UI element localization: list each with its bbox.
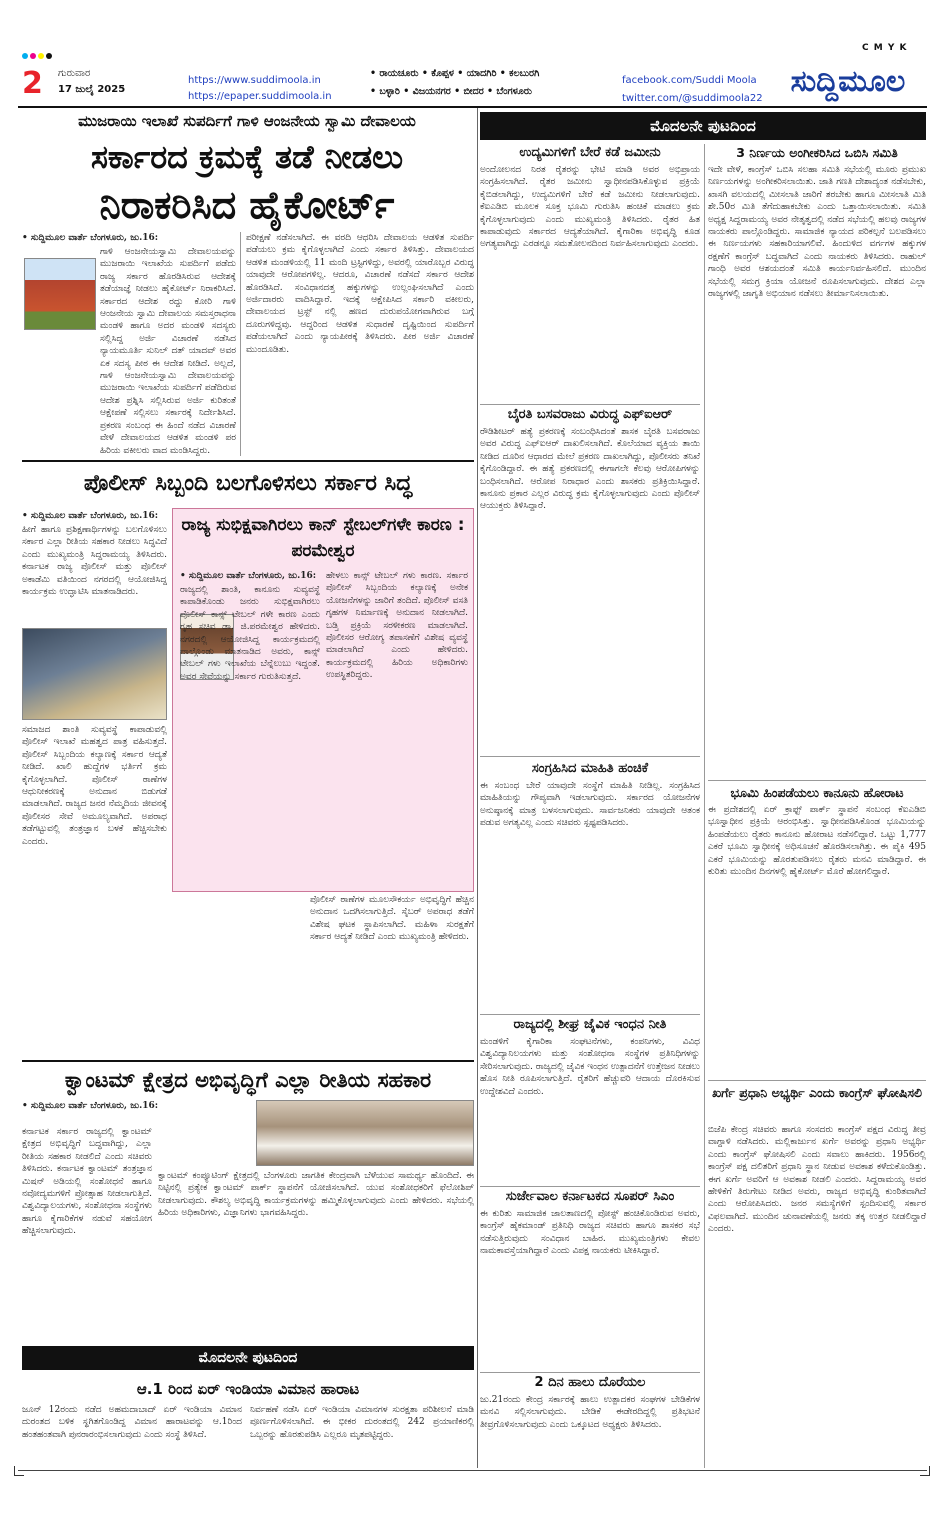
story1-col1: ಗಾಳಿ ಆಂಜನೇಯಸ್ವಾಮಿ ದೇವಾಲಯವನ್ನು ಮುಜರಾಯಿ ಇಲಾಖೆಯ ಸುಪರ್ದಿಗೆ ಪಡೆದು ರಾಜ್ಯ ಸರ್ಕಾರ ಹೊರಡಿಸಿರುವ ಆದೇಶಕ್ಕೆ ತಡೆಯಾಜ್ಞೆ ನೀಡಲು ಹೈಕೋರ್ಟ್ ನಿರಾಕರಿಸಿದೆ. ಸರ್ಕಾರದ ಆದೇಶ ರದ್ದು ಕೋರಿ ಗಾಳಿ ಆಂಜನೇಯ ಸ್ವಾಮಿ ದೇವಾಲಯ ಸಮಸ್ತರಾಧನಾ ಮಂಡಳಿ ಹಾಗೂ ಅದರ ಮಂಡಳಿ ಸದಸ್ಯರು ಸಲ್ಲಿಸಿದ್ದ ಅರ್ಜಿ ವಿಚಾರಣೆ ನಡೆಸಿದ ನ್ಯಾಯಮೂರ್ತಿ ಸುನಿಲ್ ದತ್ ಯಾದವ್ ಅವರ ಏಕ ಸದಸ್ಯ ಪೀಠ ಈ ಆದೇಶ ನೀಡಿದೆ. ಅಲ್ಲದೆ, ಗಾಳಿ ಆಂಜನೇಯಸ್ವಾಮಿ ದೇವಾಲಯವನ್ನು ಮುಜರಾಯಿ ಇಲಾಖೆಯ ಸುಪರ್ದಿಗೆ ಪಡೆದಿರುವ ಆದೇಶ ಪ್ರಶ್ನಿಸಿ ಸಲ್ಲಿಸಿರುವ ಅರ್ಜಿ ಕುರಿತಂತೆ ಆಕ್ಷೇಪಣೆ ಸಲ್ಲಿಸಲು ಸರ್ಕಾರಕ್ಕೆ ನಿರ್ದೇಶಿಸಿದೆ. ಪ್ರಕರಣ ಸಂಬಂಧ ಈ ಹಿಂದೆ ನಡೆದ ವಿಚಾರಣೆ ವೇಳೆ ದೇವಾಲಯದ ಆಡಳಿತ ಮಂಡಳಿ ಪರ ಹಿರಿಯ ವಕೀಲರು ವಾದ ಮಂಡಿಸಿದ್ದರು. bbox=[100, 247, 236, 456]
right-c1-text: ಇದೇ ವೇಳೆ, ಕಾಂಗ್ರೆಸ್ ಒಬಿಸಿ ಸಲಹಾ ಸಮಿತಿ ಸಭೆಯಲ್ಲಿ ಮೂರು ಪ್ರಮುಖ ನಿರ್ಣಯಗಳನ್ನು ಅಂಗೀಕರಿಸಲಾಯಿತು. ಜಾತಿ ಗಣತಿ ದೇಶಾದ್ಯಂತ ನಡೆಸಬೇಕು, ಖಾಸಗಿ ವಲಯದಲ್ಲಿ ಮೀಸಲಾತಿ ಜಾರಿಗೆ ತರಬೇಕು ಹಾಗೂ ಮೀಸಲಾತಿ ಮಿತಿ ಶೇ.50ರ ಮಿತಿ ತೆಗೆದುಹಾಕಬೇಕು ಎಂದು ಒತ್ತಾಯಿಸಲಾಯಿತು. ಸಮಿತಿ ಅಧ್ಯಕ್ಷ ಸಿದ್ದರಾಮಯ್ಯ ಅವರ ನೇತೃತ್ವದಲ್ಲಿ ನಡೆದ ಸಭೆಯಲ್ಲಿ ಹಲವು ರಾಜ್ಯಗಳ ನಾಯಕರು ಪಾಲ್ಗೊಂಡಿದ್ದರು. ಸಾಮಾಜಿಕ ನ್ಯಾಯದ ಪರಿಕಲ್ಪನೆ ಬಲಪಡಿಸಲು ಈ ನಿರ್ಣಯಗಳು ಸಹಕಾರಿಯಾಗಲಿವೆ. ಹಿಂದುಳಿದ ವರ್ಗಗಳ ಹಕ್ಕುಗಳ ರಕ್ಷಣೆಗೆ ಕಾಂಗ್ರೆಸ್ ಬದ್ಧವಾಗಿದೆ ಎಂದು ನಾಯಕರು ತಿಳಿಸಿದರು. ರಾಹುಲ್ ಗಾಂಧಿ ಅವರ ಆಶಯದಂತೆ ಸಮಿತಿ ಕಾರ್ಯನಿರ್ವಹಿಸಲಿದೆ. ಮುಂದಿನ ಸಭೆಯಲ್ಲಿ ಸಮಗ್ರ ಕ್ರಿಯಾ ಯೋಜನೆ ರೂಪಿಸಲಾಗುವುದು. ದೇಶದ ಎಲ್ಲಾ ರಾಜ್ಯಗಳಲ್ಲಿ ಜಾಗೃತಿ ಅಭಿಯಾನ ನಡೆಸಲು ತೀರ್ಮಾನಿಸಲಾಯಿತು. bbox=[708, 165, 926, 300]
right-s2-text: ರೌಡಿಶೀಟರ್ ಹತ್ಯೆ ಪ್ರಕರಣಕ್ಕೆ ಸಂಬಂಧಿಸಿದಂತೆ ಶಾಸಕ ಬೈರತಿ ಬಸವರಾಜು ಅವರ ವಿರುದ್ಧ ಎಫ್ಐಆರ್ ದಾಖಲಿಸಲಾಗಿದೆ. ಕೊಲೆಯಾದ ವ್ಯಕ್ತಿಯ ತಾಯಿ ನೀಡಿದ ದೂರಿನ ಆಧಾರದ ಮೇಲೆ ಪ್ರಕರಣ ದಾಖಲಾಗಿದ್ದು, ಪೊಲೀಸರು ತನಿಖೆ ಕೈಗೊಂಡಿದ್ದಾರೆ. ಈ ಹತ್ಯೆ ಪ್ರಕರಣದಲ್ಲಿ ಈಗಾಗಲೇ ಕೆಲವು ಆರೋಪಿಗಳನ್ನು ಬಂಧಿಸಲಾಗಿದೆ. ಆರೋಪ ನಿರಾಧಾರ ಎಂದು ಶಾಸಕರು ಪ್ರತಿಕ್ರಿಯಿಸಿದ್ದಾರೆ. ಕಾನೂನು ಪ್ರಕಾರ ಎಲ್ಲರ ವಿರುದ್ಧ ಕ್ರಮ ಕೈಗೊಳ್ಳಲಾಗುವುದು ಎಂದು ಪೊಲೀಸ್ ಆಯುಕ್ತರು ತಿಳಿಸಿದ್ದಾರೆ. bbox=[480, 427, 700, 512]
continued-banner-top: ಮೊದಲನೇ ಪುಟದಿಂದ bbox=[480, 112, 926, 140]
website-text: https://www.suddimoola.in bbox=[188, 75, 321, 86]
facebook-text: facebook.com/Suddi Moola bbox=[622, 75, 757, 86]
story2-col1b: ಸಮಾಜದ ಶಾಂತಿ ಸುವ್ಯವಸ್ಥೆ ಕಾಪಾಡುವಲ್ಲಿ ಪೊಲೀಸ್ ಇಲಾಖೆ ಮಹತ್ವದ ಪಾತ್ರ ವಹಿಸುತ್ತದೆ. ಪೊಲೀಸ್ ಸಿಬ್ಬಂದಿಯ ಕಲ್ಯಾಣಕ್ಕೆ ಸರ್ಕಾರ ಆದ್ಯತೆ ನೀಡಿದೆ. ಖಾಲಿ ಹುದ್ದೆಗಳ ಭರ್ತಿಗೆ ಕ್ರಮ ಕೈಗೊಳ್ಳಲಾಗಿದೆ. ಪೊಲೀಸ್ ಠಾಣೆಗಳ ಆಧುನೀಕರಣಕ್ಕೆ ಅನುದಾನ ಬಿಡುಗಡೆ ಮಾಡಲಾಗಿದೆ. ರಾಜ್ಯದ ಜನರ ನೆಮ್ಮದಿಯ ಜೀವನಕ್ಕೆ ಪೊಲೀಸರ ಸೇವೆ ಅಮೂಲ್ಯವಾಗಿದೆ. ಅಪರಾಧ ತಡೆಗಟ್ಟುವಲ್ಲಿ ತಂತ್ರಜ್ಞಾನ ಬಳಕೆ ಹೆಚ್ಚಿಸಬೇಕು ಎಂದರು. bbox=[22, 725, 167, 847]
right-s6-title: 2 ದಿನ ಹಾಲು ದೊರೆಯಲ bbox=[534, 1375, 646, 1390]
boxed-byline: • ಸುದ್ದಿಮೂಲ ವಾರ್ತೆ ಬೆಂಗಳೂರು, ಜು.16: bbox=[180, 571, 317, 581]
boxed-col2: ಹೇಳಲು ಕಾನ್ಸ್ ಟೇಬಲ್ ಗಳು ಕಾರಣ. ಸರ್ಕಾರ ಪೊಲೀಸ್ ಸಿಬ್ಬಂದಿಯ ಕಲ್ಯಾಣಕ್ಕೆ ಅನೇಕ ಯೋಜನೆಗಳನ್ನು ಜಾರಿಗೆ ತಂದಿದೆ. ಪೊಲೀಸ್ ವಸತಿ ಗೃಹಗಳ ನಿರ್ಮಾಣಕ್ಕೆ ಅನುದಾನ ನೀಡಲಾಗಿದೆ. ಬಡ್ತಿ ಪ್ರಕ್ರಿಯೆ ಸರಳೀಕರಣ ಮಾಡಲಾಗಿದೆ. ಪೊಲೀಸರ ಆರೋಗ್ಯ ತಪಾಸಣೆಗೆ ವಿಶೇಷ ವ್ಯವಸ್ಥೆ ಮಾಡಲಾಗಿದೆ ಎಂದು ಹೇಳಿದರು. ಕಾರ್ಯಕ್ರಮದಲ್ಲಿ ಹಿರಿಯ ಅಧಿಕಾರಿಗಳು ಉಪಸ್ಥಿತರಿದ್ದರು. bbox=[326, 571, 468, 681]
cities-line-1: • ರಾಯಚೂರು • ಕೊಪ್ಪಳ • ಯಾದಗಿರಿ • ಕಲಬುರಗಿ bbox=[370, 68, 540, 79]
story3-col1: ಕರ್ನಾಟಕ ಸರ್ಕಾರ ರಾಜ್ಯದಲ್ಲಿ ಕ್ವಾಂಟಮ್ ಕ್ಷೇತ್ರದ ಅಭಿವೃದ್ಧಿಗೆ ಬದ್ಧವಾಗಿದ್ದು, ಎಲ್ಲಾ ರೀತಿಯ ಸಹಕಾರ ನೀಡಲಿದೆ ಎಂದು ಸಚಿವರು ತಿಳಿಸಿದರು. ಕರ್ನಾಟಕ ಕ್ವಾಂಟಮ್ ತಂತ್ರಜ್ಞಾನ ಮಿಷನ್ ಅಡಿಯಲ್ಲಿ ಸಂಶೋಧನೆ ಹಾಗೂ ನವೋದ್ಯಮಗಳಿಗೆ ಪ್ರೋತ್ಸಾಹ ನೀಡಲಾಗುತ್ತಿದೆ. ವಿಶ್ವವಿದ್ಯಾಲಯಗಳು, ಸಂಶೋಧನಾ ಸಂಸ್ಥೆಗಳು ಹಾಗೂ ಕೈಗಾರಿಕೆಗಳ ನಡುವೆ ಸಹಯೋಗ ಹೆಚ್ಚಿಸಲಾಗುವುದು. bbox=[22, 1127, 152, 1237]
story4-headline: ಆ.1 ರಿಂದ ಏರ್ ಇಂಡಿಯಾ ವಿಮಾನ ಹಾರಾಟ bbox=[136, 1380, 360, 1398]
divider bbox=[22, 460, 474, 462]
divider bbox=[477, 108, 478, 1468]
divider bbox=[480, 756, 700, 757]
police-event-photo bbox=[22, 628, 167, 720]
right-c2-title: ಭೂಮಿ ಹಿಂಪಡೆಯಲು ಕಾನೂನು ಹೋರಾಟ bbox=[730, 785, 904, 800]
story3-col2: ಕ್ವಾಂಟಮ್ ಕಂಪ್ಯೂಟಿಂಗ್ ಕ್ಷೇತ್ರದಲ್ಲಿ ಬೆಂಗಳೂರು ಜಾಗತಿಕ ಕೇಂದ್ರವಾಗಿ ಬೆಳೆಯುವ ಸಾಮರ್ಥ್ಯ ಹೊಂದಿದೆ. ಈ ನಿಟ್ಟಿನಲ್ಲಿ ಪ್ರತ್ಯೇಕ ಕ್ವಾಂಟಮ್ ಪಾರ್ಕ್ ಸ್ಥಾಪನೆಗೆ ಯೋಜಿಸಲಾಗಿದೆ. ಯುವ ಸಂಶೋಧಕರಿಗೆ ಫೆಲೋಶಿಪ್ ನೀಡಲಾಗುವುದು. ಕೌಶಲ್ಯ ಅಭಿವೃದ್ಧಿ ಕಾರ್ಯಕ್ರಮಗಳನ್ನು ಹಮ್ಮಿಕೊಳ್ಳಲಾಗುವುದು ಎಂದು ಹೇಳಿದರು. ಸಭೆಯಲ್ಲಿ ಹಿರಿಯ ಅಧಿಕಾರಿಗಳು, ವಿಜ್ಞಾನಿಗಳು ಭಾಗವಹಿಸಿದ್ದರು. bbox=[158, 1171, 474, 1219]
footer-rule bbox=[18, 1470, 927, 1471]
boxed-headline: ರಾಜ್ಯ ಸುಭಿಕ್ಷವಾಗಿರಲು ಕಾನ್ ಸ್ಟೇಬಲ್‌ಗಳೇ ಕಾರಣ : ಪರಮೇಶ್ವರ bbox=[181, 515, 465, 561]
right-c3-text: ಬಿಜೆಪಿ ಕೇಂದ್ರ ಸಚಿವರು ಹಾಗೂ ಸಂಸದರು ಕಾಂಗ್ರೆಸ್ ಪಕ್ಷದ ವಿರುದ್ಧ ತೀವ್ರ ವಾಗ್ದಾಳಿ ನಡೆಸಿದರು. ಮಲ್ಲಿಕಾರ್ಜುನ ಖರ್ಗೆ ಅವರನ್ನು ಪ್ರಧಾನಿ ಅಭ್ಯರ್ಥಿ ಎಂದು ಕಾಂಗ್ರೆಸ್ ಘೋಷಿಸಲಿ ಎಂದು ಸವಾಲು ಹಾಕಿದರು. 1956ರಲ್ಲಿ ಕಾಂಗ್ರೆಸ್ ಪಕ್ಷ ದಲಿತರಿಗೆ ಪ್ರಧಾನಿ ಸ್ಥಾನ ನೀಡುವ ಅವಕಾಶ ಕಳೆದುಕೊಂಡಿತ್ತು. ಈಗ ಖರ್ಗೆ ಅವರಿಗೆ ಆ ಅವಕಾಶ ನೀಡಲಿ ಎಂದರು. ಸಿದ್ದರಾಮಯ್ಯ ಅವರ ಹೇಳಿಕೆಗೆ ತಿರುಗೇಟು ನೀಡಿದ ಅವರು, ರಾಜ್ಯದ ಅಭಿವೃದ್ಧಿ ಕುಂಠಿತವಾಗಿದೆ ಎಂದು ಆರೋಪಿಸಿದರು. ಜನರ ಸಮಸ್ಯೆಗಳಿಗೆ ಸ್ಪಂದಿಸುವಲ್ಲಿ ಸರ್ಕಾರ ವಿಫಲವಾಗಿದೆ. ಮುಂದಿನ ಚುನಾವಣೆಯಲ್ಲಿ ಜನರು ತಕ್ಕ ಉತ್ತರ ನೀಡಲಿದ್ದಾರೆ ಎಂದರು. bbox=[708, 1125, 926, 1235]
cities-line-2: • ಬಳ್ಳಾರಿ • ವಿಜಯನಗರ • ಬೀದರ • ಬೆಂಗಳೂರು bbox=[370, 86, 532, 97]
issue-date: 17 ಜುಲೈ 2025 bbox=[58, 84, 126, 95]
quantum-meeting-photo bbox=[256, 1100, 474, 1166]
right-c1-title: 3 ನಿರ್ಣಯ ಅಂಗೀಕರಿಸಿದ ಒಬಿಸಿ ಸಮಿತಿ bbox=[736, 145, 898, 160]
story1-kicker: ಮುಜರಾಯಿ ಇಲಾಖೆ ಸುಪರ್ದಿಗೆ ಗಾಳಿ ಆಂಜನೇಯ ಸ್ವಾಮಿ ದೇವಾಲಯ bbox=[78, 112, 416, 130]
black-dot bbox=[46, 53, 52, 59]
story3-byline: • ಸುದ್ದಿಮೂಲ ವಾರ್ತೆ ಬೆಂಗಳೂರು, ಜು.16: bbox=[22, 1101, 159, 1111]
right-s1-text: ಅಂದೋಲನದ ನಿರತ ರೈತರನ್ನು ಭೇಟಿ ಮಾಡಿ ಅವರ ಅಭಿಪ್ರಾಯ ಸಂಗ್ರಹಿಸಲಾಗಿದೆ. ರೈತರ ಜಮೀನು ಸ್ವಾಧೀನಪಡಿಸಿಕೊಳ್ಳುವ ಪ್ರಕ್ರಿಯೆ ಕೈಬಿಡಲಾಗಿದ್ದು, ಉದ್ಯಮಿಗಳಿಗೆ ಬೇರೆ ಕಡೆ ಜಮೀನು ನೀಡಲಾಗುವುದು. ಕೆಐಎಡಿಬಿ ಮೂಲಕ ಸೂಕ್ತ ಭೂಮಿ ಗುರುತಿಸಿ ಹಂಚಿಕೆ ಮಾಡಲು ಕ್ರಮ ಕೈಗೊಳ್ಳಲಾಗುವುದು ಎಂದು ಮುಖ್ಯಮಂತ್ರಿ ತಿಳಿಸಿದರು. ರೈತರ ಹಿತ ಕಾಪಾಡುವುದು ಸರ್ಕಾರದ ಆದ್ಯತೆಯಾಗಿದೆ. ಕೈಗಾರಿಕಾ ಅಭಿವೃದ್ಧಿ ಕೂಡ ಅಗತ್ಯವಾಗಿದ್ದು ಎರಡನ್ನೂ ಸಮತೋಲನದಿಂದ ನಿರ್ವಹಿಸಲಾಗುವುದು ಎಂದರು. bbox=[480, 165, 700, 250]
header-rule bbox=[18, 106, 927, 108]
magenta-dot bbox=[30, 53, 36, 59]
divider bbox=[240, 232, 241, 456]
cyan-dot bbox=[22, 53, 28, 59]
right-s1-title: ಉದ್ಯಮಿಗಳಿಗೆ ಬೇರೆ ಕಡೆ ಜಮೀನು bbox=[519, 145, 661, 160]
right-s4-text: ಮಂಡಳಿಗೆ ಕೈಗಾರಿಕಾ ಸಂಘಟನೆಗಳು, ಕಂಪನಿಗಳು, ವಿವಿಧ ವಿಶ್ವವಿದ್ಯಾನಿಲಯಗಳು ಮತ್ತು ಸಂಶೋಧನಾ ಸಂಸ್ಥೆಗಳ ಪ್ರತಿನಿಧಿಗಳನ್ನು ಸೇರಿಸಲಾಗುವುದು. ರಾಜ್ಯದಲ್ಲಿ ಜೈವಿಕ ಇಂಧನ ಉತ್ಪಾದನೆಗೆ ಉತ್ತೇಜನ ನೀಡಲು ಹೊಸ ನೀತಿ ರೂಪಿಸಲಾಗುತ್ತಿದೆ. ರೈತರಿಗೆ ಹೆಚ್ಚುವರಿ ಆದಾಯ ದೊರಕಿಸುವ ಉದ್ದೇಶವಿದೆ ಎಂದರು. bbox=[480, 1037, 700, 1097]
boxed-col1: ರಾಜ್ಯದಲ್ಲಿ ಶಾಂತಿ, ಕಾನೂನು ಸುವ್ಯವಸ್ಥೆ ಕಾಪಾಡಿಕೊಂಡು ಜನರು ಸುಭಿಕ್ಷವಾಗಿರಲು ಪೊಲೀಸ್ ಕಾನ್ಸ್ ಟೇಬಲ್ ಗಳೇ ಕಾರಣ ಎಂದು ಗೃಹ ಸಚಿವ ಡಾ. ಜಿ.ಪರಮೇಶ್ವರ ಹೇಳಿದರು. ನಗರದಲ್ಲಿ ಆಯೋಜಿಸಿದ್ದ ಕಾರ್ಯಕ್ರಮದಲ್ಲಿ ಪಾಲ್ಗೊಂಡು ಮಾತನಾಡಿದ ಅವರು, ಕಾನ್ಸ್ ಟೇಬಲ್ ಗಳು ಇಲಾಖೆಯ ಬೆನ್ನೆಲುಬು ಇದ್ದಂತೆ. ಅವರ ಸೇವೆಯನ್ನು ಸರ್ಕಾರ ಗುರುತಿಸುತ್ತದೆ. bbox=[180, 585, 320, 682]
divider bbox=[708, 1080, 926, 1081]
story1-headline-1: ಸರ್ಕಾರದ ಕ್ರಮಕ್ಕೆ ತಡೆ ನೀಡಲು bbox=[90, 138, 404, 176]
right-s5-text: ಈ ಕುರಿತು ಸಾಮಾಜಿಕ ಜಾಲತಾಣದಲ್ಲಿ ಪೋಸ್ಟ್ ಹಂಚಿಕೊಂಡಿರುವ ಅವರು, ಕಾಂಗ್ರೆಸ್ ಹೈಕಮಾಂಡ್ ಪ್ರತಿನಿಧಿ ರಾಜ್ಯದ ಸಚಿವರು ಹಾಗೂ ಶಾಸಕರ ಸಭೆ ನಡೆಸುತ್ತಿರುವುದು ಸಂವಿಧಾನ ಬಾಹಿರ. ಮುಖ್ಯಮಂತ್ರಿಗಳು ಕೇವಲ ನಾಮಕಾವಸ್ತೆಯಾಗಿದ್ದಾರೆ ಎಂದು ವಿಪಕ್ಷ ನಾಯಕರು ಟೀಕಿಸಿದ್ದಾರೆ. bbox=[480, 1209, 700, 1257]
story2-byline: • ಸುದ್ದಿಮೂಲ ವಾರ್ತೆ ಬೆಂಗಳೂರು, ಜು.16: bbox=[22, 511, 159, 521]
right-s6-text: ಜು.21ರಂದು ಕೇಂದ್ರ ಸರ್ಕಾರಕ್ಕೆ ಹಾಲು ಉತ್ಪಾದಕರ ಸಂಘಗಳ ಬೇಡಿಕೆಗಳ ಮನವಿ ಸಲ್ಲಿಸಲಾಗುವುದು. ಬೇಡಿಕೆ ಈಡೇರದಿದ್ದಲ್ಲಿ ಪ್ರತಿಭಟನೆ ತೀವ್ರಗೊಳಿಸಲಾಗುವುದು ಎಂದು ಒಕ್ಕೂಟದ ಅಧ್ಯಕ್ಷರು ತಿಳಿಸಿದರು. bbox=[480, 1395, 700, 1430]
yellow-dot bbox=[38, 53, 44, 59]
story2-col3: ಪೊಲೀಸ್ ಠಾಣೆಗಳ ಮೂಲಸೌಕರ್ಯ ಅಭಿವೃದ್ಧಿಗೆ ಹೆಚ್ಚಿನ ಅನುದಾನ ಒದಗಿಸಲಾಗುತ್ತಿದೆ. ಸೈಬರ್ ಅಪರಾಧ ತಡೆಗೆ ವಿಶೇಷ ಘಟಕ ಸ್ಥಾಪಿಸಲಾಗಿದೆ. ಮಹಿಳಾ ಸುರಕ್ಷತೆಗೆ ಸರ್ಕಾರ ಆದ್ಯತೆ ನೀಡಿದೆ ಎಂದು ಮುಖ್ಯಮಂತ್ರಿ ಹೇಳಿದರು. bbox=[310, 895, 474, 943]
crop-mark-right bbox=[920, 1466, 930, 1476]
cmyk-label: C M Y K bbox=[862, 43, 908, 53]
twitter-text: twitter.com/@suddimoola22 bbox=[622, 93, 763, 104]
continued-banner-bottom: ಮೊದಲನೇ ಪುಟದಿಂದ bbox=[22, 1346, 474, 1370]
crop-mark-left bbox=[14, 1466, 24, 1476]
epaper-link[interactable] bbox=[188, 84, 332, 103]
right-s5-title: ಸುರ್ಜೇವಾಲ ಕರ್ನಾಟಕದ ಸೂಪರ್ ಸಿಎಂ bbox=[505, 1189, 675, 1204]
masthead-logo: ಸುದ್ದಿಮೂಲ bbox=[790, 64, 906, 99]
highcourt-photo bbox=[24, 258, 96, 330]
epaper-text: https://epaper.suddimoola.in bbox=[188, 91, 332, 102]
story1-headline-2: ನಿರಾಕರಿಸಿದ ಹೈಕೋರ್ಟ್ bbox=[99, 183, 395, 227]
facebook-link[interactable] bbox=[622, 68, 757, 87]
divider bbox=[480, 404, 700, 405]
twitter-link[interactable] bbox=[622, 86, 763, 105]
right-s3-text: ಈ ಸಂಬಂಧ ಬೇರೆ ಯಾವುದೇ ಸಂಸ್ಥೆಗೆ ಮಾಹಿತಿ ನೀಡಿಲ್ಲ. ಸಂಗ್ರಹಿಸಿದ ಮಾಹಿತಿಯನ್ನು ಗೌಪ್ಯವಾಗಿ ಇಡಲಾಗುವುದು. ಸರ್ಕಾರದ ಯೋಜನೆಗಳ ಅನುಷ್ಠಾನಕ್ಕೆ ಮಾತ್ರ ಬಳಸಲಾಗುವುದು. ಸಾರ್ವಜನಿಕರು ಯಾವುದೇ ಆತಂಕ ಪಡುವ ಅಗತ್ಯವಿಲ್ಲ ಎಂದು ಸಚಿವರು ಸ್ಪಷ್ಟಪಡಿಸಿದರು. bbox=[480, 781, 700, 829]
story1-col2: ಪರೀಕ್ಷಣೆ ನಡೆಸಲಾಗಿದೆ. ಈ ವರದಿ ಆಧರಿಸಿ ದೇವಾಲಯ ಆಡಳಿತ ಸುಪರ್ದಿ ಪಡೆಯಲು ಕ್ರಮ ಕೈಗೊಳ್ಳಲಾಗಿದೆ ಎಂದು ಸರ್ಕಾರ ತಿಳಿಸಿತ್ತು. ದೇವಾಲಯದ ಆಡಳಿತ ಮಂಡಳಿಯಲ್ಲಿ 11 ಮಂದಿ ಟ್ರಸ್ಟಿಗಳಿದ್ದು, ಅವರಲ್ಲಿ ಯಾರೊಬ್ಬರ ವಿರುದ್ಧ ಯಾವುದೇ ಆರೋಪಗಳಿಲ್ಲ. ಆದರೂ, ವಿಚಾರಣೆ ನಡೆಸದೆ ಸರ್ಕಾರ ಆದೇಶ ಹೊರಡಿಸಿದೆ. ಸಂವಿಧಾನದತ್ತ ಹಕ್ಕುಗಳನ್ನು ಉಲ್ಲಂಘಿಸಲಾಗಿದೆ ಎಂದು ಅರ್ಜಿದಾರರು ವಾದಿಸಿದ್ದಾರೆ. ಇದಕ್ಕೆ ಆಕ್ಷೇಪಿಸಿದ ಸರ್ಕಾರಿ ವಕೀಲರು, ದೇವಾಲಯದ ಟ್ರಸ್ಟ್ ನಲ್ಲಿ ಹಣದ ದುರುಪಯೋಗವಾಗಿರುವ ಬಗ್ಗೆ ದೂರುಗಳಿದ್ದವು. ಆದ್ದರಿಂದ ಆಡಳಿತ ಸುಧಾರಣೆ ದೃಷ್ಟಿಯಿಂದ ಸುಪರ್ದಿಗೆ ಪಡೆಯಲಾಗಿದೆ ಎಂದು ನ್ಯಾಯಪೀಠಕ್ಕೆ ತಿಳಿಸಿದರು. ಪೀಠ ಅರ್ಜಿ ವಿಚಾರಣೆ ಮುಂದೂಡಿತು. bbox=[246, 233, 474, 355]
right-c2-text: ಈ ಪ್ರದೇಶದಲ್ಲಿ ಏರ್ ಕ್ರಾಫ್ಟ್ ಪಾರ್ಕ್ ಸ್ಥಾಪನೆ ಸಂಬಂಧ ಕೆಐಎಡಿಬಿ ಭೂಸ್ವಾಧೀನ ಪ್ರಕ್ರಿಯೆ ಆರಂಭಿಸಿತ್ತು. ಸ್ವಾಧೀನಪಡಿಸಿಕೊಂಡ ಭೂಮಿಯನ್ನು ಹಿಂಪಡೆಯಲು ರೈತರು ಕಾನೂನು ಹೋರಾಟ ನಡೆಸಲಿದ್ದಾರೆ. ಒಟ್ಟು 1,777 ಎಕರೆ ಭೂಮಿ ಸ್ವಾಧೀನಕ್ಕೆ ಅಧಿಸೂಚನೆ ಹೊರಡಿಸಲಾಗಿತ್ತು. ಈ ಪೈಕಿ 495 ಎಕರೆ ಭೂಮಿಯನ್ನು ಹೊರತುಪಡಿಸಲು ರೈತರು ಮನವಿ ಮಾಡಿದ್ದಾರೆ. ಈ ಕುರಿತು ಮುಂದಿನ ದಿನಗಳಲ್ಲಿ ಹೈಕೋರ್ಟ್ ಮೊರೆ ಹೋಗಲಿದ್ದಾರೆ. bbox=[708, 805, 926, 878]
issue-day: ಗುರುವಾರ bbox=[58, 68, 91, 79]
divider bbox=[480, 1372, 700, 1373]
story1-byline: • ಸುದ್ದಿಮೂಲ ವಾರ್ತೆ ಬೆಂಗಳೂರು, ಜು.16: bbox=[22, 233, 159, 243]
right-s4-title: ರಾಜ್ಯದಲ್ಲಿ ಶೀಘ್ರ ಜೈವಿಕ ಇಂಧನ ನೀತಿ bbox=[513, 1017, 667, 1032]
divider bbox=[704, 144, 705, 1468]
divider bbox=[480, 1186, 700, 1187]
right-s3-title: ಸಂಗ್ರಹಿಸಿದ ಮಾಹಿತಿ ಹಂಚಿಕೆ bbox=[531, 761, 649, 776]
story2-headline: ಪೊಲೀಸ್ ಸಿಬ್ಬಂದಿ ಬಲಗೊಳಿಸಲು ಸರ್ಕಾರ ಸಿದ್ಧ bbox=[83, 471, 413, 496]
story4-col2: ನಿರ್ವಹಣೆ ನಡೆಸಿ ಏರ್ ಇಂಡಿಯಾ ವಿಮಾನಗಳ ಸುರಕ್ಷತಾ ಪರಿಶೀಲನೆ ಮಾಡಿ ಪೂರ್ಣಗೊಳಿಸಲಾಗಿದೆ. ಈ ಭೀಕರ ದುರಂತದಲ್ಲಿ 242 ಪ್ರಯಾಣಿಕರಲ್ಲಿ ಒಬ್ಬರನ್ನು ಹೊರತುಪಡಿಸಿ ಎಲ್ಲರೂ ಮೃತಪಟ್ಟಿದ್ದರು. bbox=[250, 1405, 474, 1440]
story3-headline: ಕ್ವಾಂಟಮ್ ಕ್ಷೇತ್ರದ ಅಭಿವೃದ್ಧಿಗೆ ಎಲ್ಲಾ ರೀತಿಯ ಸಹಕಾರ bbox=[64, 1068, 432, 1092]
divider bbox=[708, 780, 926, 781]
right-s2-title: ಬೈರತಿ ಬಸವರಾಜು ವಿರುದ್ಧ ಎಫ್ಐಆರ್ bbox=[507, 407, 673, 422]
right-c3-title: ಖರ್ಗೆ ಪ್ರಧಾನಿ ಅಭ್ಯರ್ಥಿ ಎಂದು ಕಾಂಗ್ರೆಸ್ ಘೋಷಿಸಲಿ bbox=[712, 1085, 922, 1100]
page-number: 2 bbox=[22, 66, 43, 101]
registration-dots bbox=[22, 44, 54, 63]
divider bbox=[22, 1060, 474, 1062]
divider bbox=[480, 1014, 700, 1015]
story4-col1: ಜೂನ್ 12ರಂದು ನಡೆದ ಅಹಮದಾಬಾದ್ ಏರ್ ಇಂಡಿಯಾ ವಿಮಾನ ದುರಂತದ ಬಳಿಕ ಸ್ಥಗಿತಗೊಂಡಿದ್ದ ವಿಮಾನ ಹಾರಾಟವನ್ನು ಆ.1ರಿಂದ ಹಂತಹಂತವಾಗಿ ಪುನರಾರಂಭಿಸಲಾಗುವುದು ಎಂದು ಸಂಸ್ಥೆ ತಿಳಿಸಿದೆ. bbox=[22, 1405, 242, 1440]
story2-col1: ಹೀಗೆ ಹಾಗೂ ಪ್ರಶಿಕ್ಷಣಾರ್ಥಿಗಳನ್ನು ಬಲಗೊಳಿಸಲು ಸರ್ಕಾರ ಎಲ್ಲಾ ರೀತಿಯ ಸಹಕಾರ ನೀಡಲು ಸಿದ್ಧವಿದೆ ಎಂದು ಮುಖ್ಯಮಂತ್ರಿ ಸಿದ್ದರಾಮಯ್ಯ ತಿಳಿಸಿದರು. ಕರ್ನಾಟಕ ರಾಜ್ಯ ಪೊಲೀಸ್ ಮತ್ತು ಪೊಲೀಸ್ ಅಕಾಡೆಮಿ ವತಿಯಿಂದ ನಗರದಲ್ಲಿ ಆಯೋಜಿಸಿದ್ದ ಕಾರ್ಯಕ್ರಮ ಉದ್ಘಾಟಿಸಿ ಮಾತನಾಡಿದರು. bbox=[22, 525, 167, 598]
